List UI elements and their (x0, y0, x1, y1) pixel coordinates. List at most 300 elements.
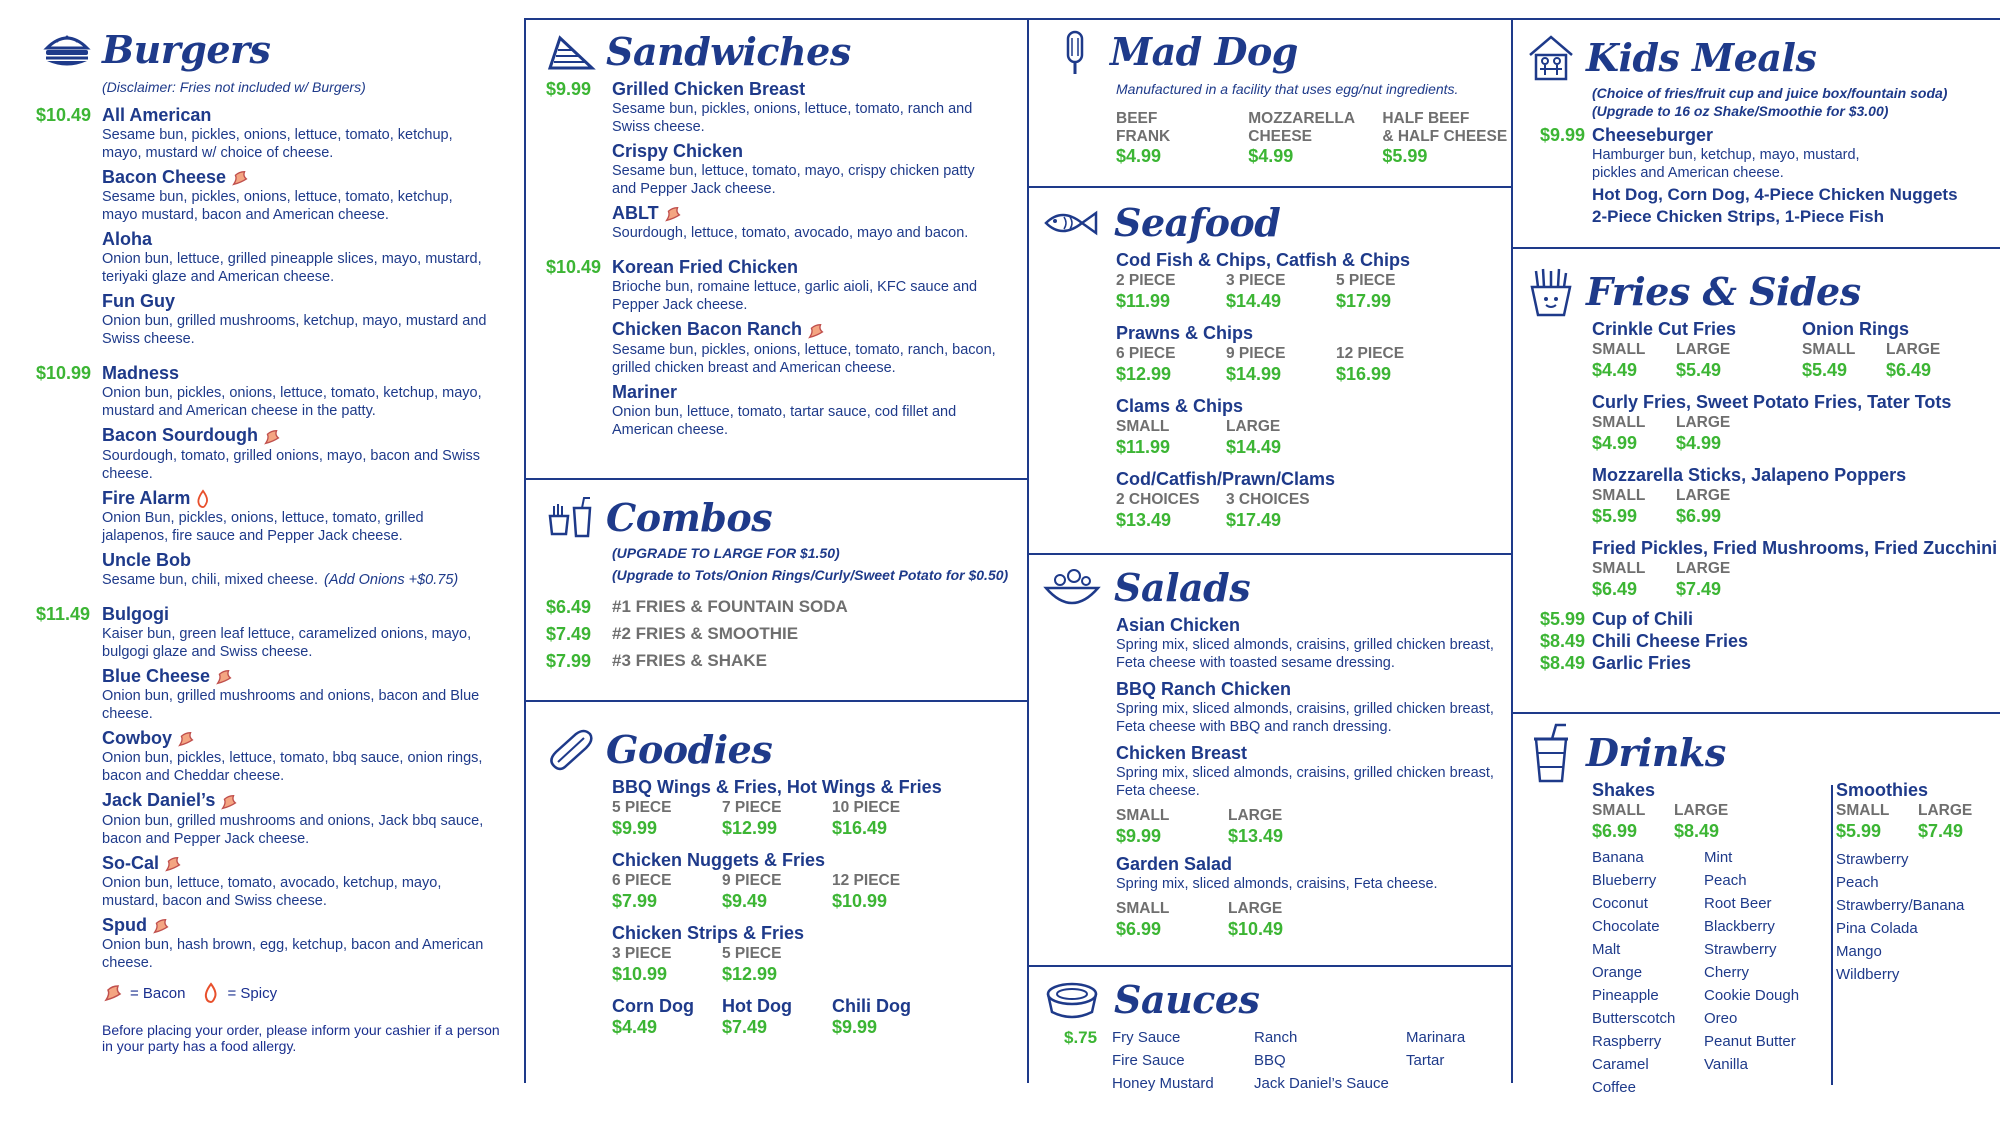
shake-flavor: Caramel (1592, 1056, 1649, 1073)
shakes-col-1 (1592, 846, 1704, 1099)
kids-title: Kids Meals (1586, 35, 1817, 80)
shake-flavor: Blackberry (1704, 918, 1775, 935)
item-desc (102, 126, 492, 162)
size-price: $9.49 (722, 891, 768, 911)
item-desc (612, 403, 1002, 439)
size-label: LARGE (1676, 487, 1731, 504)
fries-singles (1526, 608, 2000, 674)
salad-item (1116, 853, 1510, 940)
item-name-text: Korean Fried Chicken (612, 257, 799, 278)
maddog-label-2: FRANK (1116, 128, 1171, 145)
shake-flavor: Cookie Dough (1704, 987, 1800, 1004)
size-label: 3 PIECE (612, 945, 672, 962)
shakes-col-2 (1704, 846, 1799, 1099)
fries-section (1526, 266, 2000, 674)
size-label: 10 PIECE (832, 799, 901, 816)
size-price: $4.99 (1592, 433, 1638, 453)
burgers-title: Burgers (102, 27, 271, 72)
sauces-body (1040, 1026, 1510, 1095)
goodies-group-name: Chicken Strips & Fries (612, 923, 805, 943)
item-desc (102, 447, 492, 483)
sauce-item: Fry Sauce (1112, 1029, 1181, 1046)
size-label: LARGE (1918, 802, 1973, 819)
menu-item (36, 789, 511, 847)
item-body (102, 166, 492, 224)
size-block (1592, 413, 2000, 454)
size-block (612, 871, 1016, 912)
burger-icon (42, 28, 92, 72)
menu-item (36, 665, 511, 723)
menu-item (546, 78, 1016, 136)
size-prices (612, 963, 1016, 985)
smoothie-sizes (1836, 801, 2000, 842)
item-body (612, 78, 1002, 136)
size-prices (1592, 432, 2000, 454)
size-price: $9.99 (1116, 826, 1162, 846)
goodies-group (612, 849, 1016, 912)
size-price: $12.99 (1116, 364, 1172, 384)
sauce-item: Ranch (1254, 1029, 1298, 1046)
fries-single-name: Cup of Chili (1592, 609, 1693, 629)
seafood-group-name: Cod/Catfish/Prawn/Clams (1116, 469, 1336, 489)
item-name (612, 318, 1002, 340)
item-name (612, 256, 1002, 278)
size-prices (612, 890, 1016, 912)
seafood-group-name: Prawns & Chips (1116, 323, 1254, 343)
size-label: 2 CHOICES (1116, 491, 1200, 508)
size-price: $5.49 (1802, 360, 1848, 380)
size-labels (1592, 413, 2000, 432)
item-body (102, 424, 492, 482)
combo-name: #1 FRIES & FOUNTAIN SODA (612, 597, 848, 616)
shake-flavor: Oreo (1704, 1010, 1738, 1027)
fries-single-price: $8.49 (1540, 631, 1586, 651)
seafood-section (1040, 197, 1510, 531)
item-desc-text: Sesame bun, pickles, onions, lettuce, tomato, ketchup, mayo mustard, bacon and American cheese. (102, 189, 453, 224)
item-name (102, 549, 492, 571)
goodies-group (612, 922, 1016, 985)
goodies-single-name: Corn Dog (612, 996, 694, 1016)
item-desc-text: Onion bun, pickles, onions, lettuce, tomato, ketchup, mayo, mustard and American cheese in the patty. (102, 385, 482, 420)
size-price: $12.99 (722, 964, 778, 984)
size-price: $7.49 (1676, 579, 1722, 599)
item-name-text: So-Cal (102, 852, 160, 873)
kids-section (1526, 32, 1996, 228)
item-desc (102, 936, 492, 972)
size-price: $10.99 (612, 964, 668, 984)
rule-combos-goodies (524, 700, 1028, 702)
allergy-note: Before placing your order, please inform your cashier if a person in your party has a food allergy. (102, 1022, 500, 1054)
size-price: $5.99 (1836, 821, 1882, 841)
smoothie-flavor: Wildberry (1836, 966, 1900, 983)
legend-spicy: = Spicy (227, 984, 278, 1002)
item-name (102, 487, 492, 509)
item-body (612, 256, 1002, 314)
item-name (102, 104, 492, 126)
maddog-price: $4.99 (1248, 146, 1294, 166)
size-prices (1116, 290, 1510, 312)
size-price: $11.99 (1116, 437, 1171, 457)
item-desc-text: Onion bun, pickles, lettuce, tomato, bbq sauce, onion rings, bacon and Cheddar cheese. (102, 750, 483, 785)
bacon-icon (230, 168, 250, 188)
divider-1 (524, 18, 526, 1083)
item-name (612, 381, 1002, 403)
item-name-text: Grilled Chicken Breast (612, 79, 806, 99)
size-labels (1592, 486, 2000, 505)
menu-item (546, 140, 1016, 198)
item-desc-text: Sourdough, lettuce, tomato, avocado, mayo and bacon. (612, 225, 969, 242)
shake-flavor: Coffee (1592, 1079, 1636, 1096)
size-label: 6 PIECE (612, 872, 672, 889)
fries-title: Fries & Sides (1586, 269, 1861, 314)
item-name-text: Spud (102, 914, 147, 935)
combo-name: #2 FRIES & SMOOTHIE (612, 624, 799, 643)
shake-flavor: Raspberry (1592, 1033, 1662, 1050)
fries-top-row (1592, 318, 2000, 381)
size-labels (1116, 899, 1510, 918)
menu-item (36, 549, 511, 589)
item-desc (102, 509, 492, 545)
smoothie-flavor: Strawberry (1836, 851, 1909, 868)
fries-single-name: Garlic Fries (1592, 653, 1692, 673)
item-name (102, 424, 492, 446)
size-block (1116, 899, 1510, 940)
bacon-icon (806, 321, 826, 341)
combo-price: $7.49 (546, 624, 592, 644)
size-prices (1116, 825, 1510, 847)
size-labels (1592, 801, 1822, 820)
sauce-item: Marinara (1406, 1029, 1466, 1046)
size-price: $6.99 (1592, 821, 1638, 841)
combo-icon (546, 496, 596, 540)
maddog-price: $4.99 (1116, 146, 1162, 166)
size-price: $6.99 (1676, 506, 1722, 526)
fries-group-name: Curly Fries, Sweet Potato Fries, Tater Tots (1592, 392, 1952, 412)
divider-3 (1511, 18, 1513, 1083)
size-block (1592, 486, 2000, 527)
size-label: LARGE (1226, 418, 1281, 435)
size-label: 6 PIECE (1116, 345, 1176, 362)
fries-single-name: Chili Cheese Fries (1592, 631, 1749, 651)
menu-item (546, 202, 1016, 242)
maddog-item (1248, 110, 1382, 167)
item-body (102, 727, 492, 785)
size-labels (612, 871, 1016, 890)
shake-flavor: Peach (1704, 872, 1747, 889)
kids-note-1: (Choice of fries/fruit cup and juice box/fountain soda) (1592, 85, 1948, 101)
legend-bacon: = Bacon (130, 984, 186, 1002)
item-desc (612, 278, 1002, 314)
size-price: $4.99 (1676, 433, 1722, 453)
item-name (102, 727, 492, 749)
size-price: $6.49 (1886, 360, 1932, 380)
fries-item-name: Onion Rings (1802, 319, 1909, 339)
size-block (1836, 801, 2000, 842)
maddog-title: Mad Dog (1110, 29, 1298, 74)
size-block (612, 798, 1016, 839)
rule-kids-fries (1511, 247, 2000, 249)
size-labels (612, 944, 1016, 963)
kids-item-name: Cheeseburger (1592, 125, 1714, 145)
item-name (102, 362, 492, 384)
rule-fries-drinks (1511, 712, 2000, 714)
item-desc (102, 312, 492, 348)
fries-single (1526, 630, 2000, 652)
size-labels (612, 798, 1016, 817)
size-labels (1592, 559, 2000, 578)
fries-single-price: $5.99 (1540, 609, 1586, 629)
size-price: $12.99 (722, 818, 778, 838)
menu-item (36, 424, 511, 482)
shake-flavor: Chocolate (1592, 918, 1660, 935)
fries-group-name: Fried Pickles, Fried Mushrooms, Fried Zucchini (1592, 538, 1998, 558)
divider-2 (1027, 18, 1029, 1083)
size-labels (1116, 271, 1510, 290)
menu-item (36, 290, 511, 348)
size-block (1116, 417, 1510, 458)
bacon-icon (663, 204, 683, 224)
shake-flavor: Banana (1592, 849, 1644, 866)
size-labels (1116, 417, 1510, 436)
bacon-icon (176, 729, 196, 749)
maddog-item (1382, 110, 1510, 167)
item-desc-text: Onion bun, lettuce, grilled pineapple slices, mayo, mustard, teriyaki glaze and American cheese. (102, 251, 482, 286)
item-name (102, 166, 492, 188)
combos-title: Combos (606, 495, 773, 540)
item-body (102, 290, 492, 348)
item-body (102, 487, 492, 545)
size-label: 12 PIECE (832, 872, 901, 889)
size-prices (1116, 918, 1510, 940)
goodies-single-price: $7.49 (722, 1017, 768, 1037)
goodies-list (546, 776, 1016, 985)
smoothie-flavor: Strawberry/Banana (1836, 897, 1965, 914)
size-label: LARGE (1228, 807, 1283, 824)
size-label: LARGE (1674, 802, 1729, 819)
size-label: LARGE (1886, 341, 1941, 358)
kids-cheeseburger (1526, 124, 1996, 182)
sauce-item: Jack Daniel’s Sauce (1254, 1075, 1389, 1092)
item-extra: (Add Onions +$0.75) (324, 571, 459, 588)
smoothies (1836, 779, 2000, 1099)
size-prices (1836, 820, 2000, 842)
menu-item (36, 487, 511, 545)
item-name-text: Cowboy (102, 728, 172, 748)
seafood-group-name: Clams & Chips (1116, 396, 1244, 416)
sauces-col-3 (1406, 1026, 1465, 1095)
seafood-group (1116, 322, 1510, 385)
item-name-text: Uncle Bob (102, 549, 192, 570)
item-desc (612, 100, 1002, 136)
size-price: $4.49 (1592, 360, 1638, 380)
bacon-icon (219, 792, 239, 812)
bacon-icon (262, 427, 282, 447)
maddog-section (1050, 26, 1510, 167)
size-label: 5 PIECE (1336, 272, 1396, 289)
smoothie-flavors (1836, 848, 2000, 986)
combos-note-1: (UPGRADE TO LARGE FOR $1.50) (612, 545, 840, 561)
size-label: 7 PIECE (722, 799, 782, 816)
maddog-list (1116, 110, 1510, 167)
item-name-text: Fire Alarm (102, 487, 191, 508)
sauce-item: Tartar (1406, 1052, 1445, 1069)
shake-flavor: Coconut (1592, 895, 1648, 912)
size-price: $8.49 (1674, 821, 1720, 841)
shake-flavor: Peanut Butter (1704, 1033, 1796, 1050)
item-desc-text: Sesame bun, chili, mixed cheese. (102, 571, 318, 588)
size-label: SMALL (1592, 802, 1646, 819)
size-price: $17.99 (1336, 291, 1392, 311)
size-label: LARGE (1676, 414, 1731, 431)
size-prices (1592, 505, 2000, 527)
combo-item (546, 650, 1016, 672)
burgers-section (36, 24, 511, 1054)
seafood-group (1116, 395, 1510, 458)
goodies-singles (612, 995, 1016, 1038)
item-desc-text: Onion bun, lettuce, tomato, tartar sauce, cod fillet and American cheese. (612, 403, 957, 438)
salad-name: Asian Chicken (1116, 615, 1241, 635)
item-body (102, 104, 492, 162)
shake-flavor: Vanilla (1704, 1056, 1748, 1073)
salad-icon (1040, 566, 1104, 610)
salad-desc: Spring mix, sliced almonds, craisins, Feta cheese. (1116, 876, 1438, 892)
size-labels (1802, 340, 1970, 359)
smoothie-flavor: Mango (1836, 943, 1882, 960)
item-desc (612, 162, 1002, 198)
kids-icon (1526, 32, 1576, 84)
item-desc-text: Onion bun, grilled mushrooms and onions, Jack bbq sauce, bacon and Pepper Jack cheese. (102, 812, 484, 847)
item-body (102, 603, 492, 661)
salad-name: BBQ Ranch Chicken (1116, 679, 1292, 699)
menu-item (36, 727, 511, 785)
item-body (612, 318, 1002, 376)
item-name-text: Bacon Cheese (102, 167, 227, 187)
size-label: 3 PIECE (1226, 272, 1286, 289)
spicy-icon (201, 982, 221, 1004)
size-label: SMALL (1592, 341, 1646, 358)
hotdog-icon (546, 728, 596, 772)
sauces-col-1 (1112, 1026, 1254, 1095)
item-desc-text: Sourdough, tomato, grilled onions, mayo, bacon and Swiss cheese. (102, 447, 481, 482)
salad-item (1116, 742, 1510, 847)
size-label: SMALL (1116, 418, 1170, 435)
size-block (1592, 340, 1802, 381)
size-labels (1592, 340, 1802, 359)
shake-flavor: Strawberry (1704, 941, 1777, 958)
item-body (102, 914, 492, 972)
goodies-single-name: Hot Dog (722, 996, 792, 1016)
fries-single (1526, 652, 2000, 674)
salad-desc: Spring mix, sliced almonds, craisins, grilled chicken breast, Feta cheese with BBQ and ranch dressing. (1116, 701, 1494, 735)
goodies-single (612, 995, 722, 1038)
size-price: $14.49 (1226, 291, 1282, 311)
size-price: $16.99 (1336, 364, 1392, 384)
item-body (102, 228, 492, 286)
item-desc-text: Sesame bun, pickles, onions, lettuce, tomato, ranch and Swiss cheese. (612, 101, 973, 135)
sandwiches-section (546, 26, 1016, 439)
shake-flavor: Orange (1592, 964, 1643, 981)
salad-name: Chicken Breast (1116, 743, 1248, 763)
sandwich-list (546, 78, 1016, 439)
item-name-text: Bulgogi (102, 603, 169, 624)
bacon-icon (151, 916, 171, 936)
item-body (612, 381, 1002, 439)
size-price: $14.49 (1226, 437, 1282, 457)
item-name-text: Mariner (612, 381, 678, 402)
size-block (1592, 801, 1822, 842)
goodies-single-name: Chili Dog (832, 996, 911, 1016)
maddog-label-2: & HALF CHEESE (1382, 128, 1508, 145)
maddog-label-2: CHEESE (1248, 128, 1312, 145)
shakes-sizes (1592, 801, 1822, 842)
goodies-single (722, 995, 832, 1038)
shake-flavor: Cherry (1704, 964, 1750, 981)
item-desc (102, 384, 492, 420)
smoothie-flavor: Peach (1836, 874, 1879, 891)
item-name-text: Blue Cheese (102, 665, 211, 686)
smoothies-title: Smoothies (1836, 780, 1929, 800)
salad-item (1116, 678, 1510, 736)
item-price: $9.99 (546, 79, 592, 99)
size-label: SMALL (1592, 414, 1646, 431)
item-price: $10.99 (36, 363, 92, 384)
size-labels (1116, 490, 1510, 509)
size-prices (612, 817, 1016, 839)
size-price: $17.49 (1226, 510, 1282, 530)
seafood-group (1116, 249, 1510, 312)
item-body (102, 549, 492, 589)
item-desc (612, 224, 1002, 242)
salad-item (1116, 614, 1510, 672)
item-name-text: Chicken Bacon Ranch (612, 319, 803, 340)
combo-item (546, 596, 1016, 618)
size-label: 12 PIECE (1336, 345, 1405, 362)
size-label: 5 PIECE (612, 799, 672, 816)
salads-title: Salads (1114, 565, 1251, 610)
size-label: SMALL (1592, 487, 1646, 504)
sauce-item: Fire Sauce (1112, 1052, 1185, 1069)
drinks-body (1526, 779, 2000, 1099)
menu-item (36, 104, 511, 162)
combos-note-2: (Upgrade to Tots/Onion Rings/Curly/Sweet Potato for $0.50) (612, 567, 1009, 583)
item-desc-text: Onion bun, hash brown, egg, ketchup, bacon and American cheese. (102, 937, 484, 971)
maddog-label-1: HALF BEEF (1382, 110, 1470, 127)
combo-price: $6.49 (546, 597, 592, 617)
item-name-text: Aloha (102, 229, 153, 250)
fries-group (1592, 464, 2000, 527)
menu-item (546, 256, 1016, 314)
item-name-text: Madness (102, 363, 180, 384)
item-desc (612, 341, 1002, 377)
item-desc (102, 749, 492, 785)
size-label: 3 CHOICES (1226, 491, 1310, 508)
corndog-icon (1050, 22, 1100, 82)
maddog-label-1: MOZZARELLA (1248, 110, 1356, 127)
size-labels (1116, 806, 1510, 825)
sauce-item: BBQ (1254, 1052, 1286, 1069)
size-block (612, 944, 1016, 985)
seafood-title: Seafood (1114, 200, 1281, 245)
shake-flavor: Pineapple (1592, 987, 1659, 1004)
item-name (102, 603, 492, 625)
size-block (1802, 340, 1970, 381)
seafood-group-name: Cod Fish & Chips, Catfish & Chips (1116, 250, 1411, 270)
salad-desc: Spring mix, sliced almonds, craisins, grilled chicken breast, Feta cheese. (1116, 765, 1494, 799)
size-label: SMALL (1116, 807, 1170, 824)
item-price: $10.49 (36, 105, 92, 125)
legend (102, 982, 511, 1004)
drinks-title: Drinks (1586, 730, 1726, 775)
